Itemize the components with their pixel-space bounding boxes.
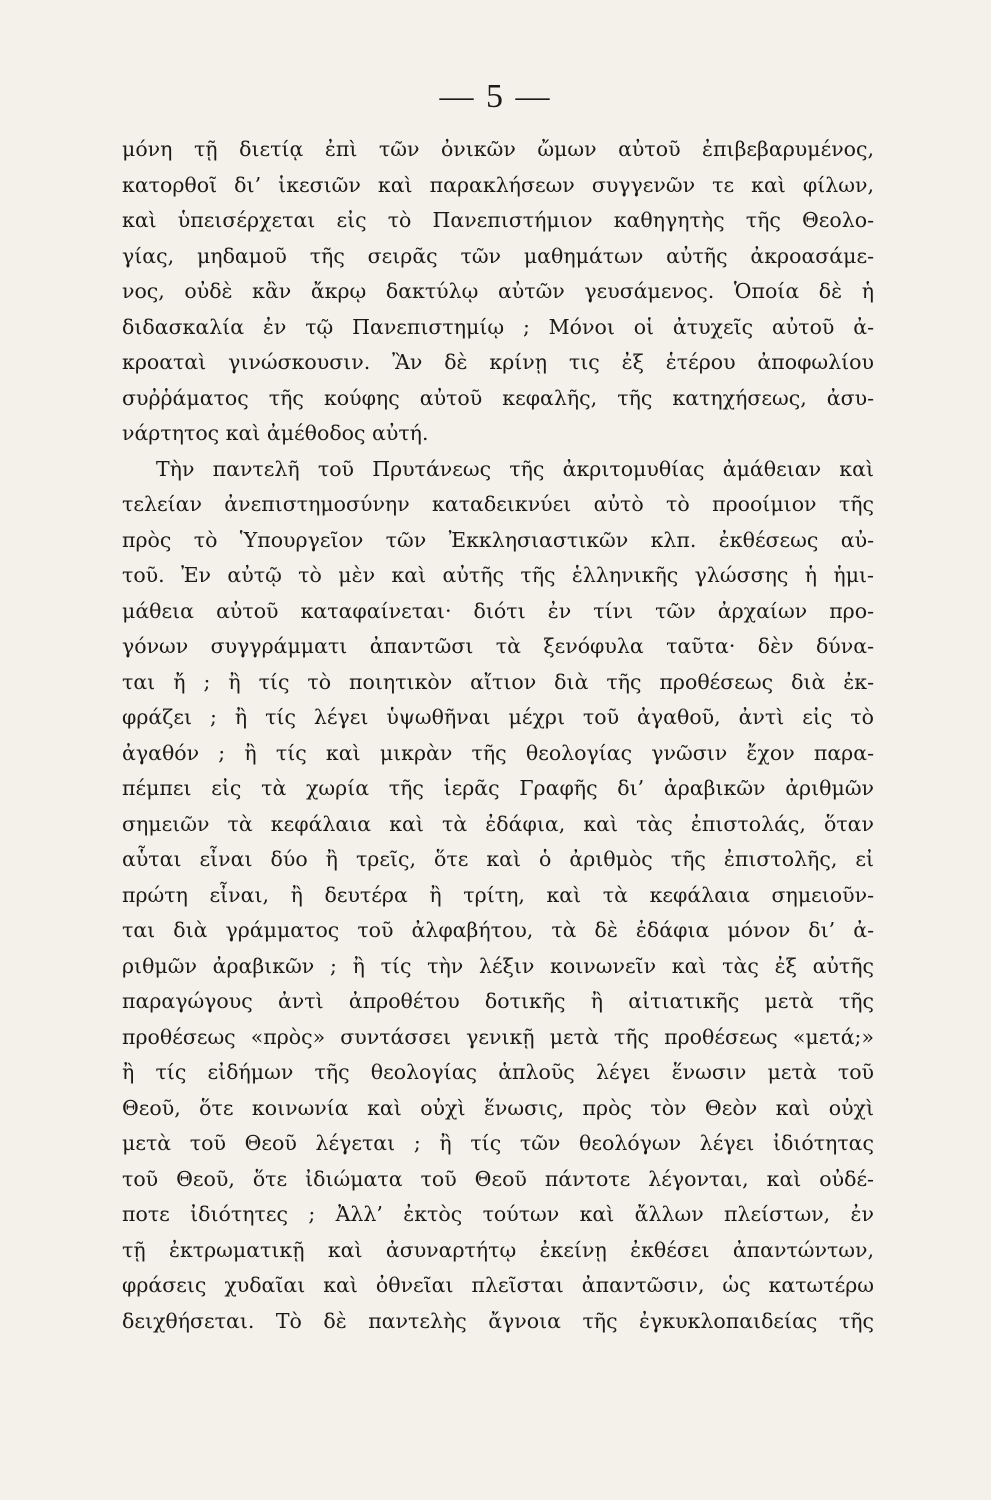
text-line: παραγώγους ἀντὶ ἀπροθέτου δοτικῆς ἢ αἰτιατικῆς μετὰ τῆς: [122, 989, 874, 1013]
text-line: αὗται εἶναι δύο ἢ τρεῖς, ὅτε καὶ ὁ ἀριθμὸς τῆς ἐπιστολῆς, εἰ: [122, 847, 874, 871]
text-line: φράσεις χυδαῖαι καὶ ὀθνεῖαι πλεῖσται ἀπαντῶσιν, ὡς κατωτέρω: [122, 1273, 874, 1297]
text-line: γόνων συγγράμματι ἀπαντῶσι τὰ ξενόφυλα ταῦτα· δὲν δύνα-: [122, 634, 874, 658]
text-line: καὶ ὑπεισέρχεται εἰς τὸ Πανεπιστήμιον καθηγητὴς τῆς Θεολο-: [122, 208, 874, 232]
text-line: προθέσεως «πρὸς» συντάσσει γενικῇ μετὰ τῆς προθέσεως «μετά;»: [122, 1024, 874, 1049]
text-line: ται ἤ ; ἢ τίς τὸ ποιητικὸν αἴτιον διὰ τῆς προθέσεως διὰ ἐκ-: [122, 669, 874, 694]
text-line: ἀγαθόν ; ἢ τίς καὶ μικρὰν τῆς θεολογίας γνῶσιν ἔχον παρα-: [122, 740, 874, 765]
text-line: γίας, μηδαμοῦ τῆς σειρᾶς τῶν μαθημάτων αὐτῆς ἀκροασάμε-: [122, 243, 874, 268]
text-line: πρώτη εἶναι, ἢ δευτέρα ἢ τρίτη, καὶ τὰ κεφάλαια σημειοῦν-: [122, 882, 874, 907]
page-number: — 5 —: [439, 78, 552, 115]
text-line: πρὸς τὸ Ὑπουργεῖον τῶν Ἐκκλησιαστικῶν κλπ. ἐκθέσεως αὐ-: [122, 527, 874, 552]
text-line: τῇ ἐκτρωματικῇ καὶ ἀσυναρτήτῳ ἐκείνῃ ἐκθέσει ἀπαντώντων,: [122, 1237, 874, 1262]
text-line: τελείαν ἀνεπιστημοσύνην καταδεικνύει αὐτὸ τὸ προοίμιον τῆς: [122, 492, 874, 516]
text-line: κατορθοῖ δι’ ἱκεσιῶν καὶ παρακλήσεων συγγενῶν τε καὶ φίλων,: [122, 172, 874, 197]
text-line: μόνη τῇ διετίᾳ ἐπὶ τῶν ὀνικῶν ὤμων αὐτοῦ ἐπιβεβαρυμένος,: [122, 137, 874, 161]
text-line: κροαταὶ γινώσκουσιν. Ἂν δὲ κρίνῃ τις ἐξ ἑτέρου ἀποφωλίου: [122, 350, 874, 374]
text-line: πέμπει εἰς τὰ χωρία τῆς ἱερᾶς Γραφῆς δι’ ἀραβικῶν ἀριθμῶν: [122, 776, 874, 800]
text-line: τοῦ Θεοῦ, ὅτε ἰδιώματα τοῦ Θεοῦ πάντοτε λέγονται, καὶ οὐδέ-: [122, 1166, 874, 1191]
text-line: δειχθήσεται. Τὸ δὲ παντελὴς ἄγνοια τῆς ἐγκυκλοπαιδείας τῆς: [122, 1308, 874, 1333]
text-line: Θεοῦ, ὅτε κοινωνία καὶ οὐχὶ ἕνωσις, πρὸς τὸν Θεὸν καὶ οὐχὶ: [122, 1095, 874, 1120]
text-line: ἢ τίς εἰδήμων τῆς θεολογίας ἁπλοῦς λέγει ἕνωσιν μετὰ τοῦ: [122, 1060, 874, 1084]
text-line: σημειῶν τὰ κεφάλαια καὶ τὰ ἐδάφια, καὶ τὰς ἐπιστολάς, ὅταν: [122, 811, 874, 836]
text-line: φράζει ; ἢ τίς λέγει ὑψωθῆναι μέχρι τοῦ ἀγαθοῦ, ἀντὶ εἰς τὸ: [122, 705, 874, 729]
text-line: διδασκαλία ἐν τῷ Πανεπιστημίῳ ; Μόνοι οἱ ἀτυχεῖς αὐτοῦ ἀ-: [122, 314, 874, 339]
text-line: συῤῥάματος τῆς κούφης αὐτοῦ κεφαλῆς, τῆς κατηχήσεως, ἀσυ-: [122, 385, 874, 410]
text-line: μετὰ τοῦ Θεοῦ λέγεται ; ἢ τίς τῶν θεολόγων λέγει ἰδιότητας: [122, 1131, 874, 1155]
text-line: Τὴν παντελῆ τοῦ Πρυτάνεως τῆς ἀκριτομυθίας ἀμάθειαν καὶ: [156, 456, 874, 481]
text-line: τοῦ. Ἐν αὐτῷ τὸ μὲν καὶ αὐτῆς τῆς ἑλληνικῆς γλώσσης ἡ ἡμι-: [122, 563, 874, 587]
text-line: ριθμῶν ἀραβικῶν ; ἢ τίς τὴν λέξιν κοινωνεῖν καὶ τὰς ἐξ αὐτῆς: [122, 953, 874, 978]
text-line: μάθεια αὐτοῦ καταφαίνεται· διότι ἐν τίνι τῶν ἀρχαίων προ-: [122, 598, 874, 623]
text-line: νάρτητος καὶ ἀμέθοδος αὐτή.: [122, 421, 429, 445]
text-line: νος, οὐδὲ κἂν ἄκρῳ δακτύλῳ αὐτῶν γευσάμενος. Ὁποία δὲ ἡ: [122, 279, 874, 303]
text-line: ται διὰ γράμματος τοῦ ἀλφαβήτου, τὰ δὲ ἐδάφια μόνον δι’ ἀ-: [122, 918, 874, 942]
text-line: ποτε ἰδιότητες ; Ἀλλ’ ἐκτὸς τούτων καὶ ἄλλων πλείστων, ἐν: [122, 1202, 874, 1226]
body-text: [122, 132, 874, 1339]
